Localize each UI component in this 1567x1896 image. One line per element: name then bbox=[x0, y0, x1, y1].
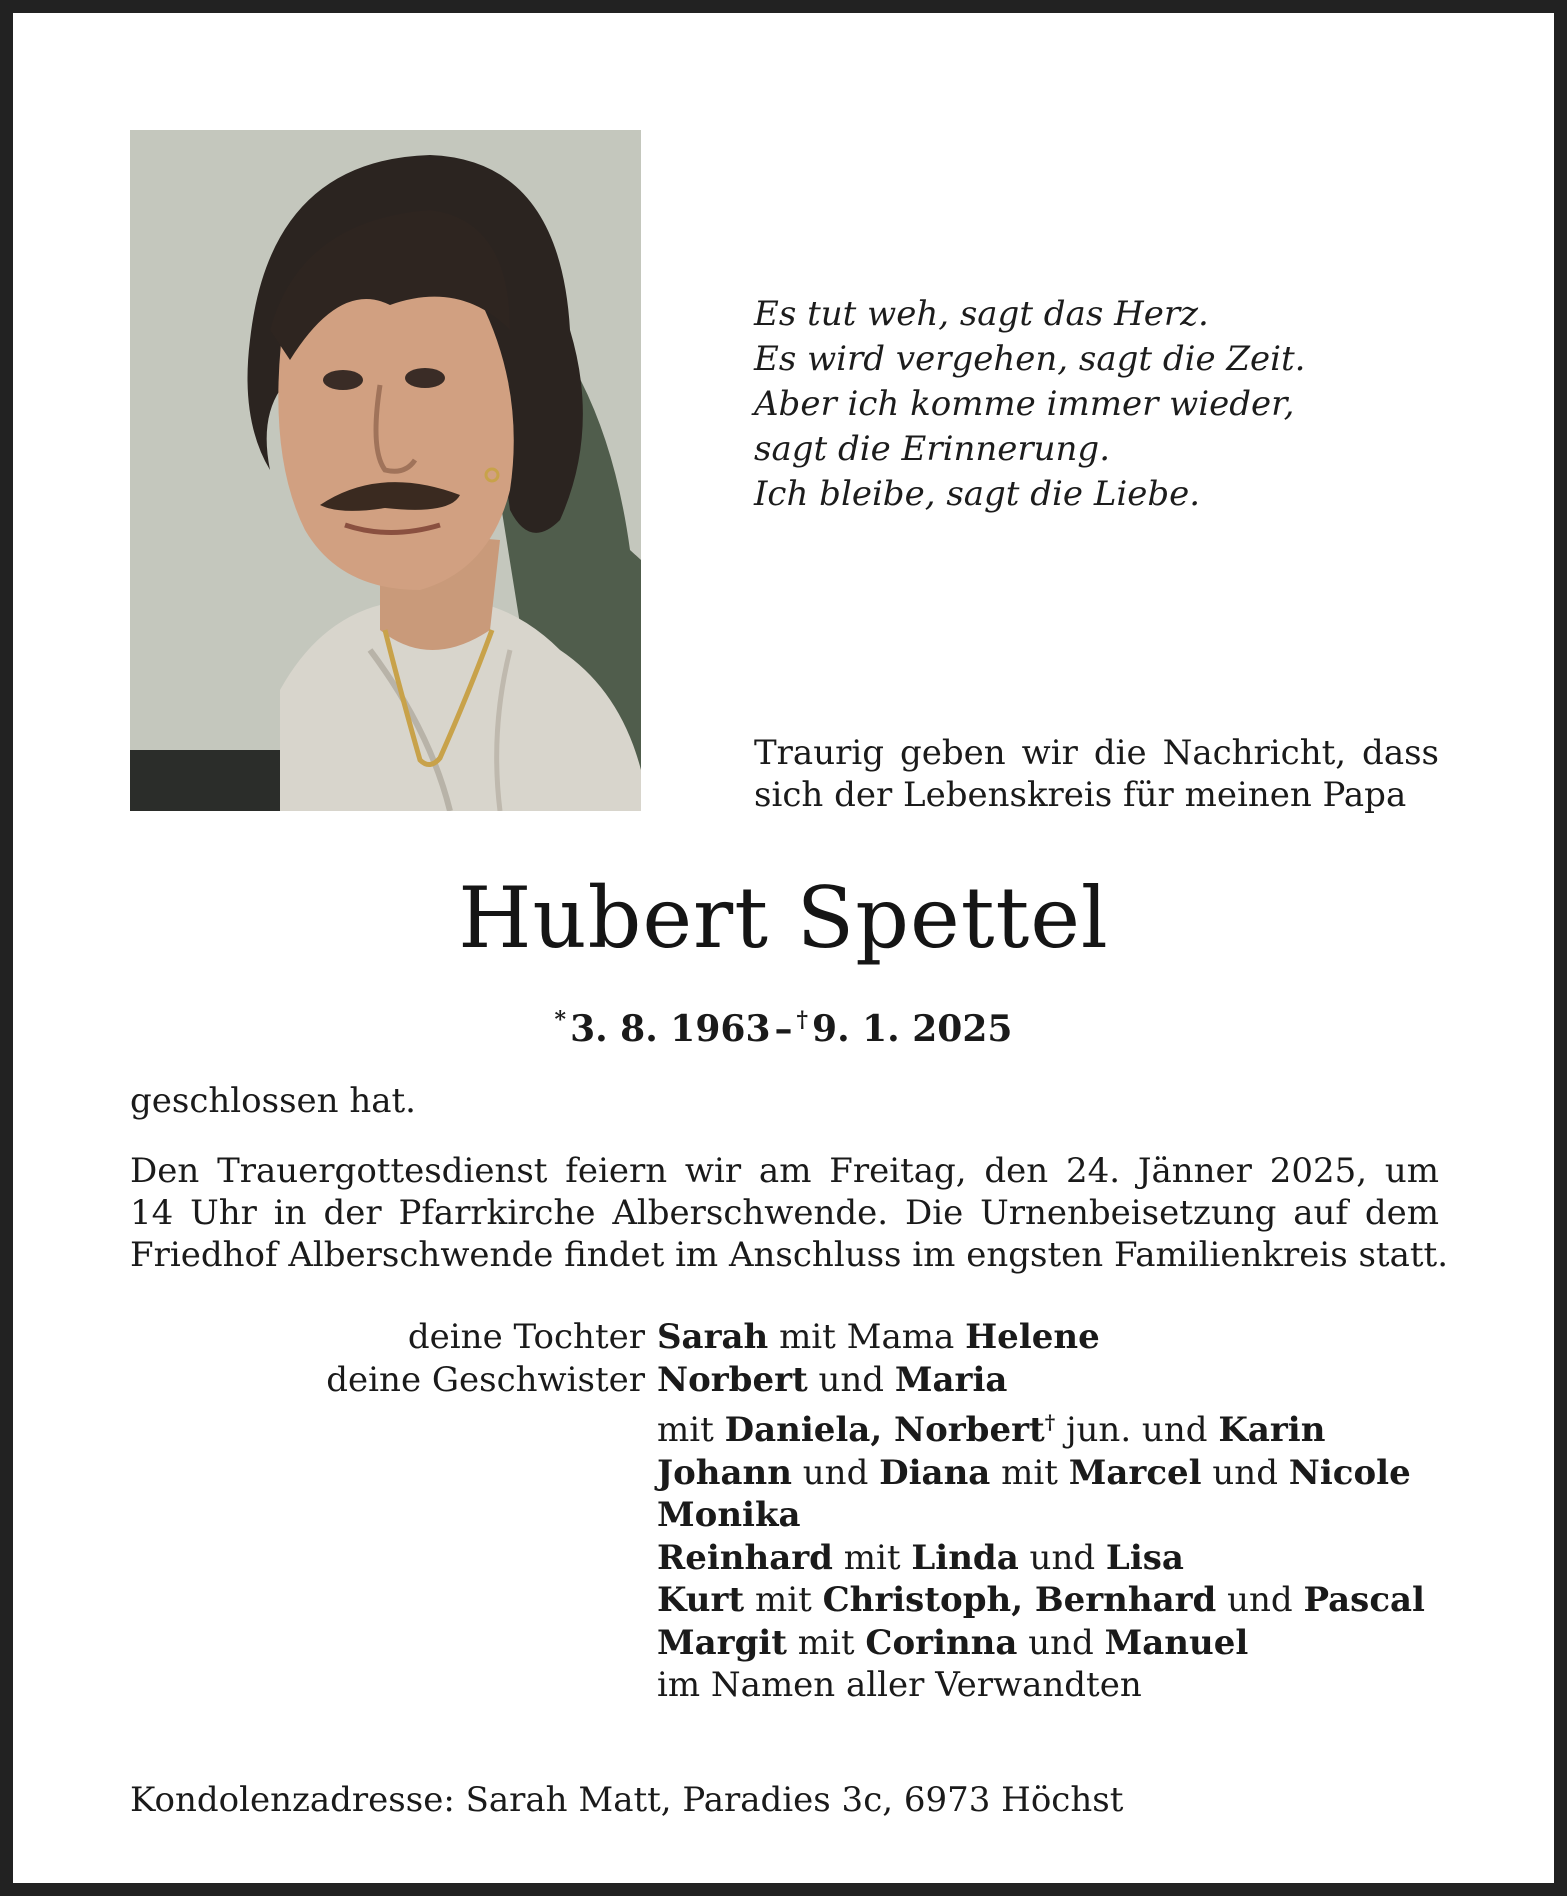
family-name: Johann bbox=[657, 1452, 792, 1493]
poem-line: sagt die Erinnerung. bbox=[754, 429, 1111, 469]
family-row bbox=[130, 1316, 1450, 1359]
family-name: Maria bbox=[894, 1359, 1008, 1400]
deceased-name: Hubert Spettel bbox=[458, 869, 1109, 967]
family-connector: mit bbox=[657, 1410, 714, 1450]
family-connector: und bbox=[1212, 1452, 1278, 1493]
family-name: Kurt bbox=[657, 1580, 745, 1620]
family-name: Nicole bbox=[1288, 1452, 1411, 1493]
service-line: 14 Uhr in der Pfarrkirche Alberschwende. Die Urnenbeisetzung auf dem bbox=[130, 1193, 1439, 1233]
family-connector: und bbox=[1029, 1537, 1096, 1578]
condolence-address: Kondolenzadresse: Sarah Matt, Paradies 3c, 6973 Höchst bbox=[130, 1780, 1124, 1820]
service-line: Den Trauergottesdienst feiern wir am Freitag, den 24. Jänner 2025, um bbox=[130, 1151, 1439, 1191]
family-name: Reinhard bbox=[657, 1537, 833, 1578]
family-label-daughter: deine Tochter bbox=[407, 1317, 645, 1357]
death-date: 9. 1. 2025 bbox=[812, 1008, 1013, 1050]
family-name: Corinna bbox=[865, 1622, 1018, 1663]
family-connector: und bbox=[1028, 1622, 1094, 1663]
family-label-siblings: deine Geschwister bbox=[326, 1359, 645, 1400]
poem-line: Es tut weh, sagt das Herz. bbox=[754, 294, 1209, 334]
family-name: Diana bbox=[879, 1452, 991, 1493]
family-name: Linda bbox=[911, 1537, 1019, 1578]
intro-text bbox=[754, 732, 1439, 816]
life-dates bbox=[0, 1000, 1567, 1049]
poem-line: Es wird vergehen, sagt die Zeit. bbox=[754, 339, 1306, 379]
family-list bbox=[130, 1316, 1450, 1707]
family-row bbox=[130, 1537, 1450, 1580]
family-row bbox=[130, 1401, 1450, 1452]
intro-line: sich der Lebenskreis für meinen Papa bbox=[754, 775, 1407, 815]
intro-line: Traurig geben wir die Nachricht, dass bbox=[754, 733, 1439, 773]
family-connector: mit Mama bbox=[779, 1317, 955, 1357]
family-connector: und bbox=[1227, 1580, 1293, 1620]
poem bbox=[754, 292, 1454, 517]
family-row bbox=[130, 1359, 1450, 1402]
family-name: Manuel bbox=[1104, 1622, 1249, 1663]
family-name: Helene bbox=[965, 1317, 1100, 1357]
family-name: Pascal bbox=[1303, 1580, 1425, 1620]
portrait-photo bbox=[130, 130, 641, 811]
family-row bbox=[130, 1494, 1450, 1537]
birth-symbol: * bbox=[554, 1007, 567, 1033]
birth-date: 3. 8. 1963 bbox=[570, 1008, 771, 1050]
dagger-symbol: † bbox=[1044, 1410, 1056, 1434]
family-connector: und bbox=[802, 1452, 869, 1493]
closing-text: geschlossen hat. bbox=[130, 1081, 416, 1121]
family-name: Daniela, Norbert bbox=[724, 1410, 1045, 1450]
family-name: Karin bbox=[1218, 1410, 1326, 1450]
family-connector: mit bbox=[754, 1580, 812, 1620]
family-row bbox=[130, 1622, 1450, 1665]
family-row bbox=[130, 1452, 1450, 1495]
family-name: Marcel bbox=[1068, 1452, 1202, 1493]
service-line: Friedhof Alberschwende findet im Anschluss im engsten Familienkreis statt. bbox=[130, 1235, 1448, 1275]
poem-line: Aber ich komme immer wieder, bbox=[754, 384, 1295, 424]
family-connector: jun. und bbox=[1065, 1410, 1208, 1450]
death-symbol: † bbox=[796, 1007, 809, 1033]
family-name: Sarah bbox=[657, 1317, 769, 1357]
service-announcement bbox=[130, 1150, 1448, 1276]
family-connector: mit bbox=[797, 1622, 855, 1663]
family-row bbox=[130, 1579, 1450, 1622]
family-name: Lisa bbox=[1105, 1537, 1184, 1578]
family-connector: mit bbox=[1001, 1452, 1058, 1493]
family-name: Monika bbox=[657, 1495, 801, 1535]
date-separator: – bbox=[774, 1008, 793, 1050]
family-closing: im Namen aller Verwandten bbox=[657, 1665, 1142, 1705]
family-name: Margit bbox=[657, 1622, 787, 1663]
family-row bbox=[130, 1664, 1450, 1707]
family-name: Christoph, Bernhard bbox=[822, 1580, 1217, 1620]
family-connector: und bbox=[818, 1359, 885, 1400]
family-name: Norbert bbox=[657, 1359, 808, 1400]
poem-line: Ich bleibe, sagt die Liebe. bbox=[754, 474, 1201, 514]
family-connector: mit bbox=[843, 1537, 901, 1578]
